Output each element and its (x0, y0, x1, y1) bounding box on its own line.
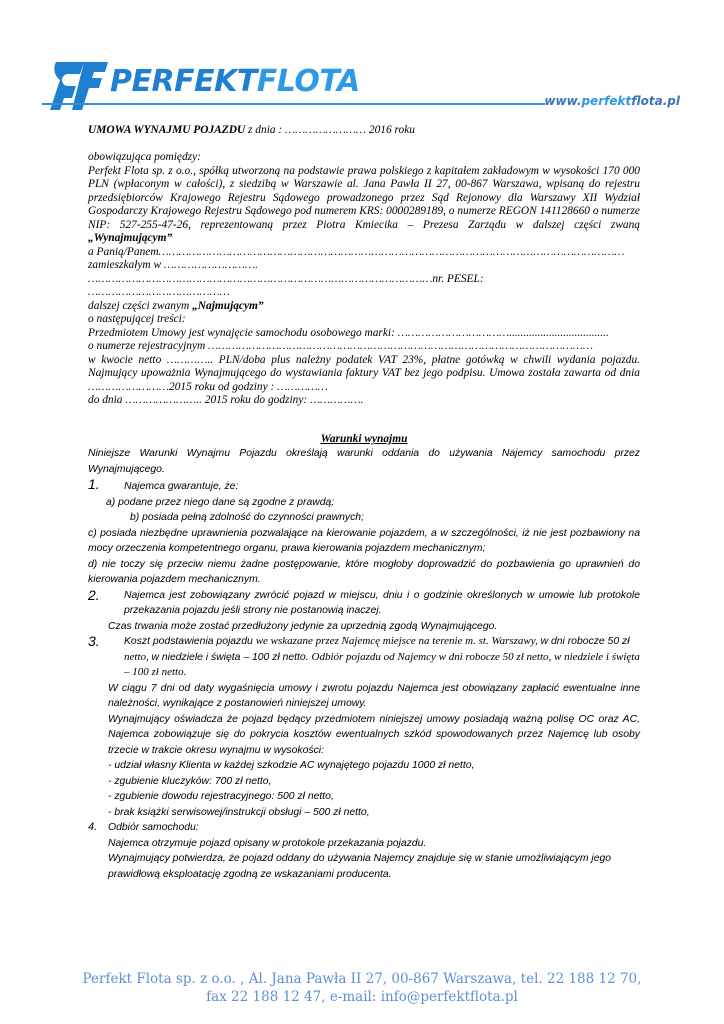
term-1b: b) posiada pełną zdolność do czynności prawnych; (130, 512, 364, 523)
logo-wordmark: PERFEKTFLOTA (110, 64, 360, 99)
term-4: 4. Odbiór samochodu: (88, 821, 199, 833)
vehicle-make-line: Przedmiotem Umowy jest wynajęcie samochodu osobowego marki: ……………………………................................... (88, 326, 609, 339)
header-rule (42, 103, 545, 105)
renter-dots-line: …………………………………… (88, 286, 230, 298)
fee-keys: - zgubienie kluczyków: 700 zł netto, (108, 775, 272, 787)
website-link[interactable]: www.perfektflota.pl (544, 94, 680, 108)
term-1c: c) posiada niezbędne uprawnienia pozwalające na kierowanie pojazdem, a w szczególności, iż nie jest pozbawiony na mocy orzeczenia kompetentnego organu, prawa kierowania pojazdem mechanicznym; (88, 527, 640, 554)
fee-own-share: - udział własny Klienta w każdej szkodzie AC wynajętego pojazdu 1000 zł netto, (108, 760, 475, 771)
registration-line: o numerze rejestracyjnym …………………………………………………………………………………………………… (88, 340, 593, 352)
term-4a: Najemca otrzymuje pojazd opisany w protokole przekazania pojazdu. (108, 837, 427, 849)
contract-title: UMOWA WYNAJMU POJAZDU z dnia : …………………… 2016 roku (88, 124, 415, 136)
renter-alias-line: dalszej części zwanym „Najmującym” (88, 299, 264, 312)
footer-contact: fax 22 188 12 47, e-mail: info@perfektflota.pl (206, 989, 518, 1005)
company-description: Perfekt Flota sp. z o.o., spółką utworzoną na podstawie prawa polskiego z kapitałem zakładowym w wysokości 170 000 PLN (wpłaconym w całości), z siedzibą w Warszawie al. Jana Pawła II 27, 00-867 Warszawa, wpisaną do rejestru przedsiębiorców Krajowego Rejestru Sądowego prowadzonego przez Sąd Rejonowy dla Warszawy XII Wydział Gospodarczy Krajowego Rejestru Sądowego pod numerem KRS: 0000289189, o numerze REGON 141128660 o numerze NIP: 527-255-47-26, reprezentowaną przez Piotra Kmiecika – Prezesa Zarządu w dalszej części zwaną „Wynajmującym” (88, 164, 640, 244)
term-4b: Wynajmujący potwierdza, że pojazd oddany do używania Najemcy znajduje się w stanie umożliwiającym jego prawidłową eksploatację zgodną ze wskazaniami producenta. (108, 853, 612, 880)
contract-parties (88, 151, 640, 408)
term-3-payment: W ciągu 7 dni od daty wygaśnięcia umowy i zwrotu pojazdu Najemca jest obowiązany zapłacić ewentualne inne należności, wynikające z postanowień niniejszej umowy. (108, 682, 640, 709)
term-2: 2. Najemca jest zobowiązany zwrócić pojazd w miejscu, dniu i o godzinie określonych w umowie lub protokole przekazania pojazdu jeśli strony nie postanowią inaczej. (88, 586, 640, 616)
content-intro-line: o następującej treści: (88, 313, 186, 325)
term-3: 3. Koszt podstawienia pojazdu we wskazane przez Najemcę miejsce na terenie m. st. Warszawy, w dni robocze 50 zł netto, w niedziele i święta – 100 zł netto. Odbiór pojazdu od Najemcy w dni robocze 50 zł netto, w niedziele i święta – 100 zł netto. (88, 633, 640, 678)
term-1a: a) podane przez niego dane są zgodne z prawdą; (106, 496, 335, 508)
renter-name-line: a Panią/Panem………………………………………………………………………………………………………………………… (88, 245, 625, 258)
fee-service-book: - brak książki serwisowej/instrukcji obsługi – 500 zł netto, (108, 806, 370, 818)
term-3-insurance: Wynajmujący oświadcza że pojazd będący przedmiotem niniejszej umowy posiadają ważną polisę OC oraz AC, Najemca zobowiązuje się do pokrycia kosztów ewentualnych szkód spowodowanych przez Najemcę lub osoby trzecie w trakcie okresu wynajmu w wysokości: (108, 713, 640, 756)
renter-pesel-line: …………………………………………………………………………………………nr. PESEL: (88, 272, 484, 285)
fee-registration: - zgubienie dowodu rejestracyjnego: 500 zł netto, (108, 791, 334, 802)
footer-address: Perfekt Flota sp. z o.o. , Al. Jana Pawła II 27, 00-867 Warszawa, tel. 22 188 12 70, (82, 971, 642, 987)
rental-terms (88, 432, 640, 882)
term-2b: Czas trwania może zostać przedłużony jedynie za uprzednią zgodą Wynajmującego. (108, 620, 498, 632)
between-line: obowiązująca pomiędzy: (88, 151, 201, 163)
term-1: 1. Najemca gwarantuje, że: (88, 476, 239, 492)
company-footer (0, 970, 724, 1006)
term-1d: d) nie toczy się przeciw niemu żadne postępowanie, które mogłoby doprowadzić do pozbawienia go uprawnień do kierowania pojazdem mechanicznym. (88, 558, 640, 585)
renter-address-line: zamieszkałym w ………………………. (88, 259, 258, 271)
terms-intro: Niniejsze Warunki Wynajmu Pojazdu określają warunki oddania do używania Najemcy samochodu przez Wynajmującego. (88, 448, 640, 475)
terms-heading: Warunki wynajmu (320, 433, 408, 445)
price-line: w kwocie netto ………….. PLN/doba plus należny podatek VAT 23%, płatne gotówką w chwili wydania pojazdu. Najmujący upoważnia Wynajmującego do wystawiania faktury VAT bez jego podpisu. Umowa została zawarta od dnia ……………………2015 roku od godziny : …………… (88, 353, 640, 393)
end-date-line: do dnia ………………….. 2015 roku do godziny: ……………. (88, 394, 364, 406)
